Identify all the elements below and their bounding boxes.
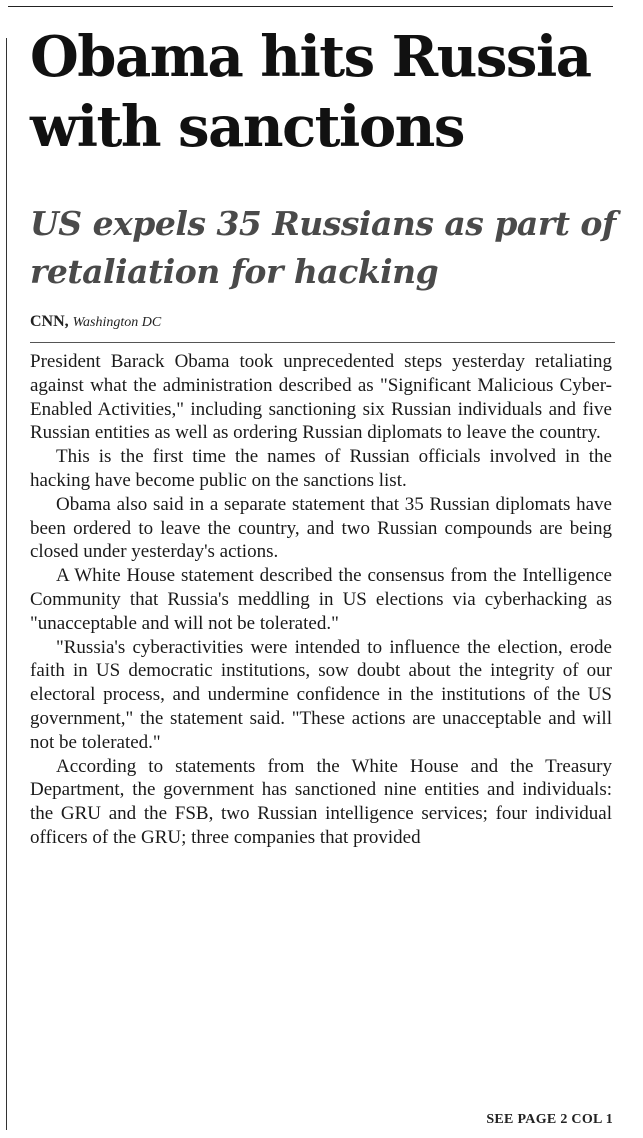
byline-location: Washington DC [72, 315, 162, 330]
top-rule [8, 6, 613, 7]
paragraph: According to statements from the White House and the Treasury Department, the government has sanctioned nine entities and individuals: the GRU and the FSB, two Russian intelligence services; four individual officers of the GRU; three companies that provided [30, 755, 612, 848]
paragraph: President Barack Obama took unprecedented steps yesterday retaliating against what the administration described as "Significant Malicious Cyber-Enabled Activities," including sanctioning six Russian individuals and five Russian entities as well as ordering Russian diplomats to leave the country. [30, 351, 612, 444]
article-body [30, 350, 612, 850]
byline-source: CNN, [30, 313, 69, 330]
column-rule [6, 38, 7, 1130]
byline [30, 313, 161, 331]
subheadline: US expels 35 Russians as part of retaliation for hacking [30, 204, 616, 291]
paragraph: Obama also said in a separate statement that 35 Russian diplomats have been ordered to leave the country, and two Russian compounds are being closed under yesterday's actions. [30, 493, 612, 563]
paragraph: This is the first time the names of Russian officials involved in the hacking have become public on the sanctions list. [30, 446, 612, 491]
headline: Obama hits Russia with sanctions [30, 24, 591, 160]
continuation-jump-line: SEE PAGE 2 COL 1 [486, 1112, 613, 1127]
byline-rule [30, 342, 615, 343]
paragraph: "Russia's cyberactivities were intended to influence the election, erode faith in US democratic institutions, sow doubt about the integrity of our electoral process, and undermine confidence in the institutions of the US government," the statement said. "These actions are unacceptable and will not be tolerated." [30, 636, 612, 753]
paragraph: A White House statement described the consensus from the Intelligence Community that Russia's meddling in US elections via cyberhacking as "unacceptable and will not be tolerated." [30, 565, 612, 634]
